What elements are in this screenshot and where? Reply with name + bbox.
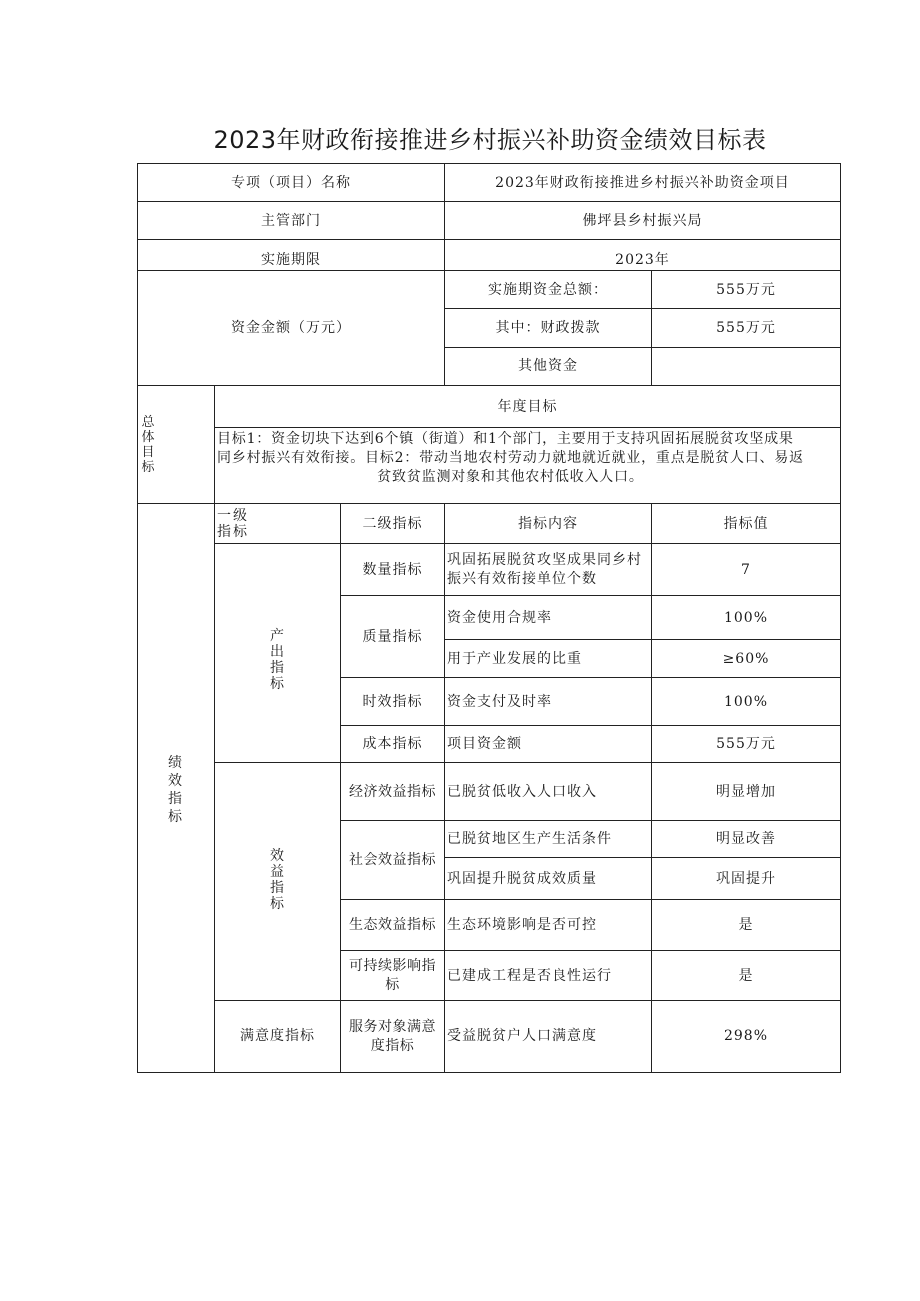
funds-total-value: 555万元 <box>716 281 776 298</box>
content-row-10: 受益脱贫户人口满意度 <box>447 1028 597 1044</box>
benefit-indicators-label: 效益指标 <box>270 848 284 912</box>
level2-sustainable: 可持续影响指标 <box>349 958 436 993</box>
content-row-7: 巩固提升脱贫成效质量 <box>447 870 597 887</box>
value-row-4: 555万元 <box>716 736 776 752</box>
level2-social: 社会效益指标 <box>349 852 436 868</box>
annual-goal-label: 年度目标 <box>497 398 558 415</box>
performance-indicators-label: 绩效指标 <box>168 755 182 825</box>
value-row-7: 巩固提升 <box>716 870 776 887</box>
annual-goal-text <box>215 428 840 503</box>
content-row-5: 已脱贫低收入人口收入 <box>447 783 597 800</box>
value-row-6: 明显改善 <box>716 831 776 847</box>
content-row-4: 项目资金额 <box>447 736 522 752</box>
funds-label: 资金金额（万元） <box>231 319 351 336</box>
level2-cost: 成本指标 <box>362 736 423 752</box>
value-row-10: 298% <box>723 1028 769 1044</box>
department-value: 佛坪县乡村振兴局 <box>582 212 703 229</box>
level2-quantity: 数量指标 <box>362 561 423 578</box>
level2-quality: 质量指标 <box>362 628 423 645</box>
header-content: 指标内容 <box>518 515 578 532</box>
content-row-9: 已建成工程是否良性运行 <box>447 967 612 984</box>
output-indicators-label: 产出指标 <box>270 628 284 692</box>
header-value: 指标值 <box>723 515 769 532</box>
goal-line-2: 同乡村振兴有效衔接。目标2：带动当地农村劳动力就地就近就业，重点是脱贫人口、易返 <box>217 450 804 466</box>
value-row-2: ≥60% <box>722 650 770 667</box>
funds-total-label: 实施期资金总额： <box>488 281 608 298</box>
value-row-3: 100% <box>723 693 769 710</box>
content-row-0: 巩固拓展脱贫攻坚成果同乡村振兴有效衔接单位个数 <box>447 552 642 587</box>
value-row-5: 明显增加 <box>716 783 776 800</box>
header-level2: 二级指标 <box>362 515 423 532</box>
header-level1: 一级指标 <box>217 508 249 540</box>
content-row-1: 资金使用合规率 <box>447 609 552 626</box>
funds-other-label: 其他资金 <box>518 358 578 374</box>
funds-other-value <box>652 348 840 385</box>
period-value: 2023年 <box>615 252 670 268</box>
funds-fiscal-value: 555万元 <box>716 320 776 336</box>
level2-ecological: 生态效益指标 <box>349 917 436 933</box>
value-row-8: 是 <box>738 917 754 933</box>
goal-line-1: 目标1：资金切块下达到6个镇（街道）和1个部门，主要用于支持巩固拓展脱贫攻坚成果 <box>217 431 794 447</box>
value-row-9: 是 <box>738 967 754 984</box>
overall-goal-label: 总体目标 <box>141 415 155 475</box>
project-name-value: 2023年财政衔接推进乡村振兴补助资金项目 <box>495 174 790 191</box>
satisfaction-indicators-label: 满意度指标 <box>240 1028 315 1044</box>
department-label: 主管部门 <box>261 212 321 229</box>
level2-service-satisfaction: 服务对象满意度指标 <box>349 1018 436 1054</box>
content-row-6: 已脱贫地区生产生活条件 <box>447 831 612 847</box>
page-title: 2023年财政衔接推进乡村振兴补助资金绩效目标表 <box>213 126 767 154</box>
level2-timeliness: 时效指标 <box>362 693 423 710</box>
period-label: 实施期限 <box>261 252 321 268</box>
level2-economic: 经济效益指标 <box>349 783 436 800</box>
project-name-label: 专项（项目）名称 <box>231 174 351 191</box>
value-row-0: 7 <box>741 561 751 578</box>
funds-fiscal-label: 其中：财政拨款 <box>495 320 601 336</box>
content-row-2: 用于产业发展的比重 <box>447 650 582 667</box>
content-row-8: 生态环境影响是否可控 <box>447 917 597 933</box>
content-row-3: 资金支付及时率 <box>447 693 552 710</box>
goal-line-3: 贫致贫监测对象和其他农村低收入人口。 <box>377 469 644 485</box>
value-row-1: 100% <box>723 609 769 626</box>
